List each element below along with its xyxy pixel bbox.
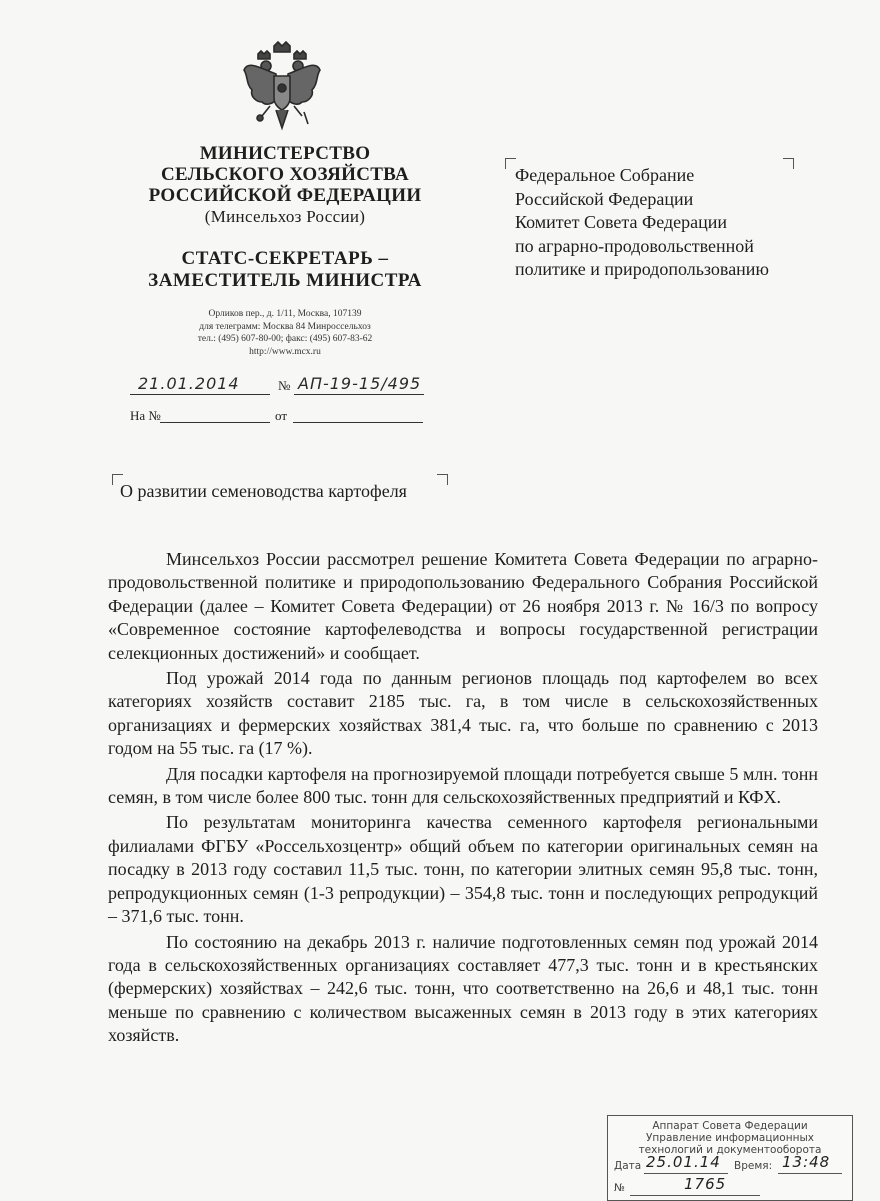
body-paragraph: По результатам мониторинга качества семенного картофеля региональными филиалами ФГБУ «Россельхозцентр» общий объем по категории оригинальных семян на посадку в 2013 году составил 11,5 тыс. тонн, по категории элитных семян 95,8 тыс. тонн, репродукционных семян (1-3 репродукции) – 354,8 тыс. тонн и последующих репродукций – 371,6 тыс. тонн. (108, 812, 818, 927)
stamp-time-value: 13:48 (782, 1153, 831, 1171)
receipt-stamp (607, 1115, 853, 1201)
stamp-date-underline (644, 1173, 728, 1174)
registration-date: 21.01.2014 (138, 374, 240, 393)
ministry-line: СЕЛЬСКОГО ХОЗЯЙСТВА (161, 164, 409, 185)
stamp-number-label: № (614, 1182, 625, 1194)
reference-line (130, 408, 430, 428)
website-line: http://www.mcx.ru (249, 346, 321, 357)
addressee-line: по аграрно-продовольственной (515, 235, 754, 256)
letter-body (108, 548, 818, 1050)
number-underline (294, 394, 424, 395)
addressee-line: Комитет Совета Федерации (515, 212, 727, 232)
letter-subject: О развитии семеноводства картофеля (120, 481, 407, 501)
ministry-line: МИНИСТЕРСТВО (199, 143, 371, 164)
addressee-block (515, 164, 815, 282)
stamp-time-underline (778, 1173, 842, 1174)
stamp-number-underline (630, 1195, 760, 1196)
stamp-line: Управление информационных (646, 1132, 814, 1144)
position-line: ЗАМЕСТИТЕЛЬ МИНИСТРА (148, 270, 422, 291)
signatory-position (120, 248, 450, 292)
ministry-line: РОССИЙСКОЙ ФЕДЕРАЦИИ (148, 185, 422, 206)
body-paragraph: Для посадки картофеля на прогнозируемой площади потребуется свыше 5 млн. тонн семян, в том числе более 800 тыс. тонн для сельскохозяйственных предприятий и КФХ. (108, 763, 818, 808)
addressee-line: Российской Федерации (515, 188, 694, 209)
coat-of-arms-emblem (240, 40, 324, 134)
contact-details (140, 308, 430, 358)
registration-line (130, 374, 430, 400)
ministry-name (120, 143, 450, 227)
registration-number: АП-19-15/495 (298, 374, 422, 393)
body-paragraph: Под урожай 2014 года по данным регионов площадь под картофелем во всех категориях хозяйств составит 2185 тыс. га, в том числе в сельскохозяйственных организациях и фермерских хозяйствах 381,4 тыс. га, что больше по сравнению с 2013 годом на 55 тыс. га (17 %). (108, 668, 818, 759)
from-blank (293, 422, 423, 423)
stamp-line: технологий и документооборота (638, 1144, 822, 1156)
address-line: Орликов пер., д. 1/11, Москва, 107139 (208, 309, 362, 319)
stamp-date-label: Дата (614, 1160, 642, 1172)
telegram-line: для телеграмм: Москва 84 Минроссельхоз (199, 321, 371, 332)
body-paragraph: Минсельхоз России рассмотрел решение Комитета Совета Федерации по аграрно-продовольственной политике и природопользованию Федерального Собрания Российской Федерации (далее – Комитет Совета Федерации) от 26 ноября 2013 г. № 16/3 по вопросу «Современное состояние картофелеводства и вопросы государственной регистрации селекционных достижений» и сообщает. (108, 549, 818, 663)
on-number-blank (160, 422, 270, 423)
from-label: от (275, 408, 288, 423)
addressee-line: Федеральное Собрание (515, 165, 695, 185)
stamp-date-row (614, 1153, 846, 1176)
registration-number-label: № (278, 378, 291, 393)
stamp-date-value: 25.01.14 (646, 1153, 721, 1171)
ministry-short-name: (Минсельхоз России) (204, 207, 366, 226)
addressee-line: политике и природопользованию (515, 259, 769, 279)
stamp-line: Аппарат Совета Федерации (652, 1120, 808, 1132)
stamp-number-row (614, 1175, 846, 1198)
body-paragraph: По состоянию на декабрь 2013 г. наличие подготовленных семян под урожай 2014 года в сельскохозяйственных организациях составляет 477,3 тыс. тонн и в крестьянских (фермерских) хозяйствах – 242,6 тыс. тонн, что соответственно на 26,6 и 48,1 тыс. тонн меньше по сравнению с количеством высаженных семян в 2013 году в этих категориях хозяйств. (108, 931, 818, 1046)
on-number-label: На № (130, 408, 161, 423)
position-line: СТАТС-СЕКРЕТАРЬ – (181, 248, 389, 269)
date-underline (130, 394, 270, 395)
stamp-time-label: Время: (734, 1160, 773, 1172)
stamp-number-value: 1765 (684, 1175, 727, 1193)
phone-fax-line: тел.: (495) 607-80-00; факс: (495) 607-83-62 (197, 334, 373, 344)
